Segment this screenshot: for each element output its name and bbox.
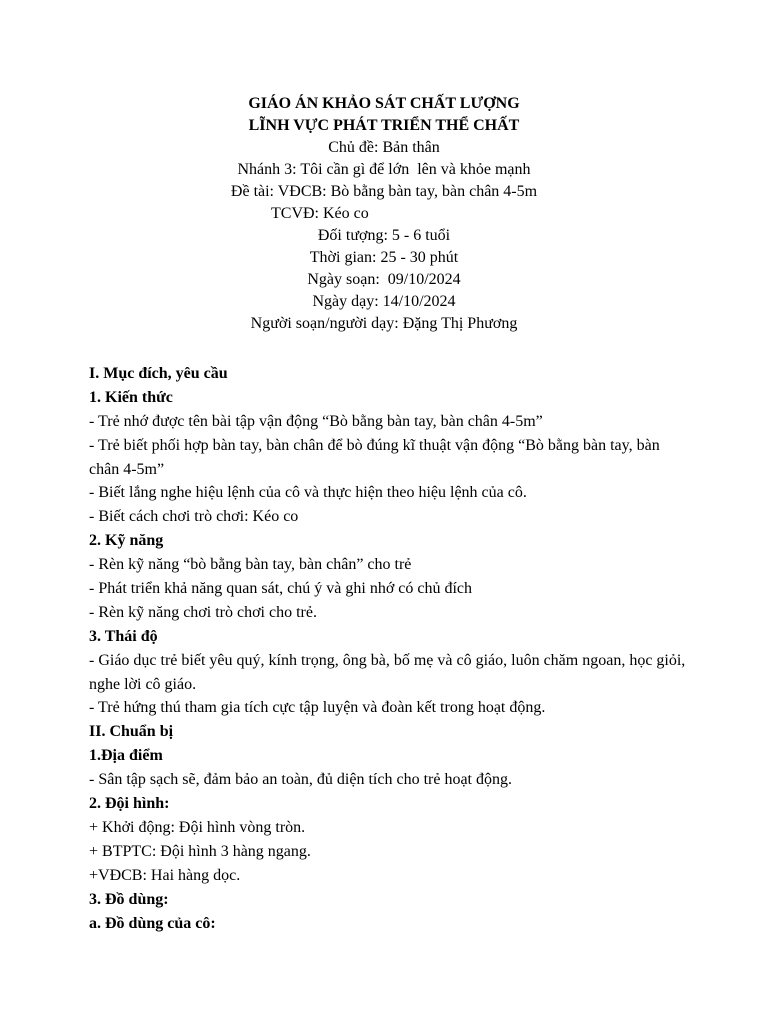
title-line-2: LĨNH VỰC PHÁT TRIỂN THỂ CHẤT [248, 117, 520, 134]
formation-heading: 2. Đội hình: [89, 795, 170, 812]
lesson-title-line: Đề tài: VĐCB: Bò bằng bàn tay, bàn chân 4-5m [230, 183, 538, 200]
formation-item: +VĐCB: Hai hàng dọc. [89, 867, 241, 884]
target-line: Đối tượng: 5 - 6 tuổi [317, 227, 451, 244]
attitude-item: - Trẻ hứng thú tham gia tích cực tập luyện và đoàn kết trong hoạt động. [89, 699, 546, 716]
knowledge-item: - Trẻ nhớ được tên bài tập vận động “Bò bằng bàn tay, bàn chân 4-5m” [89, 413, 543, 430]
title-line-1: GIÁO ÁN KHẢO SÁT CHẤT LƯỢNG [248, 95, 520, 112]
teaching-date-line: Ngày dạy: 14/10/2024 [312, 293, 456, 310]
materials-heading: 3. Đồ dùng: [89, 891, 169, 908]
attitude-heading: 3. Thái độ [89, 628, 158, 645]
knowledge-item: - Biết lắng nghe hiệu lệnh của cô và thực hiện theo hiệu lệnh của cô. [89, 484, 527, 501]
teacher-materials-heading: a. Đồ dùng của cô: [89, 915, 216, 932]
knowledge-item: - Trẻ biết phối hợp bàn tay, bàn chân để bò đúng kĩ thuật vận động “Bò bằng bàn tay, bàn chân 4-5m” [89, 437, 660, 478]
formation-item: + Khởi động: Đội hình vòng tròn. [89, 819, 306, 836]
section-2-heading: II. Chuẩn bị [89, 723, 174, 740]
location-item: - Sân tập sạch sẽ, đảm bảo an toàn, đủ diện tích cho trẻ hoạt động. [89, 771, 512, 788]
prepared-date-line: Ngày soạn: 09/10/2024 [307, 271, 461, 288]
section-1-heading: I. Mục đích, yêu cầu [89, 365, 228, 382]
branch-line: Nhánh 3: Tôi cần gì để lớn lên và khỏe mạnh [237, 161, 531, 178]
skills-heading: 2. Kỹ năng [89, 532, 164, 549]
location-heading: 1.Địa điểm [89, 747, 163, 764]
topic-line: Chủ đề: Bản thân [328, 139, 440, 156]
duration-line: Thời gian: 25 - 30 phút [309, 249, 459, 266]
document-header [0, 93, 768, 335]
formation-item: + BTPTC: Đội hình 3 hàng ngang. [89, 843, 311, 860]
skills-item: - Rèn kỹ năng “bò bằng bàn tay, bàn chân” cho trẻ [89, 556, 412, 573]
skills-item: - Rèn kỹ năng chơi trò chơi cho trẻ. [89, 604, 317, 621]
knowledge-heading: 1. Kiến thức [89, 389, 173, 406]
game-line: TCVĐ: Kéo co [271, 205, 369, 222]
attitude-item: - Giáo dục trẻ biết yêu quý, kính trọng, ông bà, bố mẹ và cô giáo, luôn chăm ngoan, học giỏi, nghe lời cô giáo. [89, 652, 686, 693]
document-body [89, 362, 689, 936]
skills-item: - Phát triển khả năng quan sát, chú ý và ghi nhớ có chủ đích [89, 580, 473, 597]
knowledge-item: - Biết cách chơi trò chơi: Kéo co [89, 508, 299, 525]
author-line: Người soạn/người dạy: Đặng Thị Phương [250, 315, 518, 332]
